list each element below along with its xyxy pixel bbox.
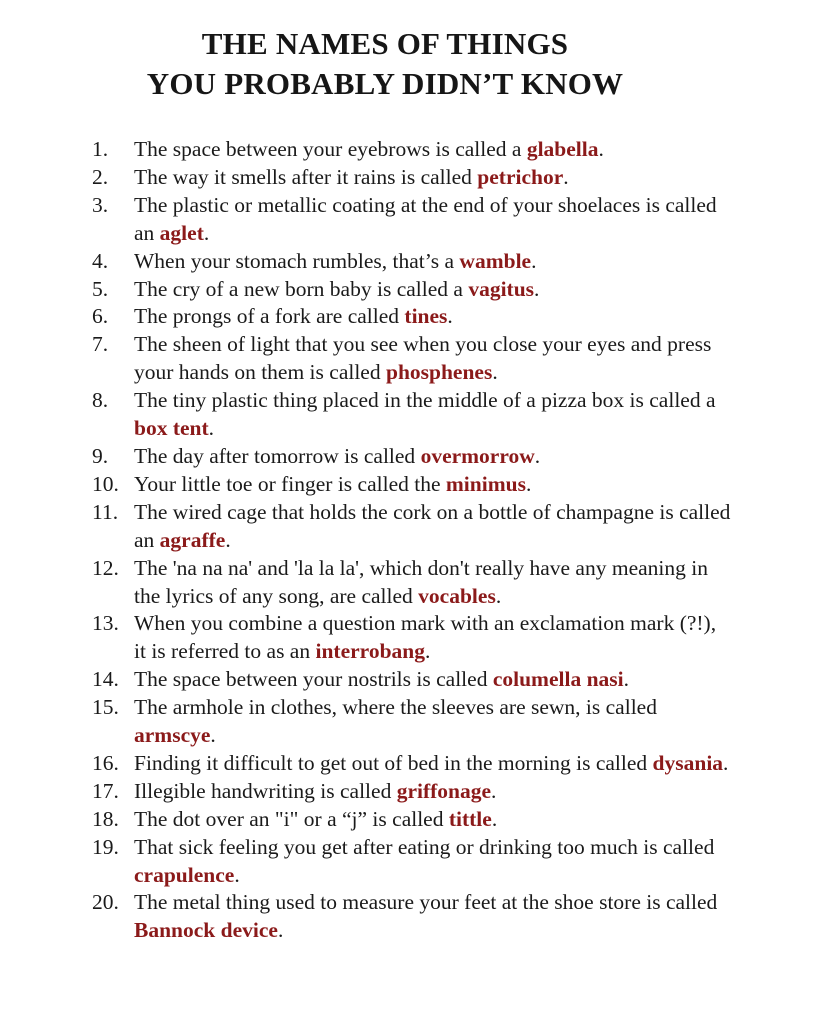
- item-description: Finding it difficult to get out of bed in the morning is called: [134, 750, 653, 775]
- item-number: 18.: [92, 806, 119, 831]
- item-description: The sheen of light that you see when you close your eyes and press your hands on them is called: [134, 332, 712, 385]
- list-item: [92, 610, 732, 666]
- item-term: tittle: [448, 806, 492, 831]
- item-text: [134, 750, 732, 778]
- list-item: [92, 303, 732, 331]
- item-text: [134, 276, 732, 304]
- item-number: 13.: [92, 611, 119, 636]
- item-end-punctuation: .: [492, 360, 498, 385]
- item-number: 11.: [92, 499, 119, 524]
- item-number: 9.: [92, 443, 109, 468]
- page-title: [0, 24, 770, 104]
- list-item: [92, 331, 732, 387]
- item-description: The space between your nostrils is called: [134, 667, 493, 692]
- list-item: [92, 778, 732, 806]
- item-end-punctuation: .: [525, 471, 532, 496]
- list-item: [92, 666, 732, 694]
- item-end-punctuation: .: [208, 416, 215, 441]
- item-description: When your stomach rumbles, that’s a: [134, 248, 460, 273]
- list-item: [92, 750, 732, 778]
- item-number: 20.: [92, 890, 119, 915]
- item-text: [134, 331, 732, 387]
- list-item: [92, 694, 732, 750]
- item-term: interrobang: [315, 639, 425, 664]
- item-term: vagitus: [468, 276, 535, 301]
- item-text: [134, 499, 732, 555]
- list-item: [92, 806, 732, 834]
- list-item: [92, 164, 732, 192]
- item-number: 3.: [92, 192, 109, 217]
- item-end-punctuation: .: [491, 806, 498, 831]
- item-text: [134, 834, 732, 890]
- item-text: [134, 889, 732, 945]
- item-number: 8.: [92, 388, 109, 413]
- item-description: The dot over an "i" or a “j” is called: [134, 806, 449, 831]
- title-line-2: YOU PROBABLY DIDN’T KNOW: [146, 66, 624, 101]
- item-term: box tent: [134, 416, 209, 441]
- item-text: [134, 806, 732, 834]
- item-description: The metal thing used to measure your feet at the shoe store is called: [134, 890, 718, 915]
- title-line-1: THE NAMES OF THINGS: [201, 26, 569, 61]
- item-end-punctuation: .: [424, 639, 431, 664]
- item-number: 2.: [92, 164, 109, 189]
- item-text: [134, 387, 732, 443]
- item-description: That sick feeling you get after eating or drinking too much is called: [134, 834, 715, 859]
- item-term: tines: [404, 304, 448, 329]
- item-number: 15.: [92, 695, 119, 720]
- item-term: wamble: [459, 248, 532, 273]
- item-end-punctuation: .: [723, 750, 729, 775]
- item-number: 19.: [92, 834, 119, 859]
- list-item: [92, 499, 732, 555]
- item-text: [134, 443, 732, 471]
- list-item: [92, 276, 732, 304]
- item-description: The wired cage that holds the cork on a bottle of champagne is called an: [134, 499, 731, 552]
- item-term: griffonage: [396, 778, 492, 803]
- item-end-punctuation: .: [495, 583, 502, 608]
- item-end-punctuation: .: [531, 248, 537, 273]
- item-description: The tiny plastic thing placed in the middle of a pizza box is called a: [134, 388, 716, 413]
- item-description: The day after tomorrow is called: [134, 443, 421, 468]
- item-end-punctuation: .: [203, 220, 210, 245]
- item-term: minimus: [445, 471, 526, 496]
- item-end-punctuation: .: [225, 527, 231, 552]
- list-item: [92, 192, 732, 248]
- item-number: 6.: [92, 304, 109, 329]
- list-item: [92, 889, 732, 945]
- item-description: The way it smells after it rains is called: [134, 164, 478, 189]
- item-term: armscye: [134, 723, 211, 748]
- list-item: [92, 387, 732, 443]
- item-text: [134, 778, 732, 806]
- item-text: [134, 610, 732, 666]
- item-number: 14.: [92, 667, 119, 692]
- item-end-punctuation: .: [210, 723, 216, 748]
- list-item: [92, 136, 732, 164]
- item-term: Bannock device: [134, 918, 278, 943]
- item-term: vocables: [418, 583, 496, 608]
- item-term: dysania: [652, 750, 724, 775]
- item-text: [134, 192, 732, 248]
- item-text: [134, 164, 732, 192]
- item-end-punctuation: .: [277, 918, 284, 943]
- item-end-punctuation: .: [534, 443, 541, 468]
- item-description: The cry of a new born baby is called a: [134, 276, 469, 301]
- item-text: [134, 136, 732, 164]
- item-term: phosphenes: [385, 360, 493, 385]
- item-text: [134, 248, 732, 276]
- item-text: [134, 555, 732, 611]
- item-term: crapulence: [134, 862, 235, 887]
- item-term: glabella: [526, 137, 599, 161]
- item-number: 10.: [92, 471, 119, 496]
- list-item: [92, 443, 732, 471]
- item-number: 7.: [92, 332, 109, 357]
- item-end-punctuation: .: [491, 778, 497, 803]
- item-end-punctuation: .: [447, 304, 453, 329]
- item-text: [134, 303, 732, 331]
- item-description: Illegible handwriting is called: [134, 778, 397, 803]
- item-text: [134, 666, 732, 694]
- item-description: The armhole in clothes, where the sleeves are sewn, is called: [134, 695, 657, 720]
- item-end-punctuation: .: [598, 137, 604, 161]
- item-number: 5.: [92, 276, 109, 301]
- item-text: [134, 471, 732, 499]
- list-item: [92, 834, 732, 890]
- terms-list: [92, 136, 732, 945]
- item-end-punctuation: .: [623, 667, 629, 692]
- item-number: 4.: [92, 248, 109, 273]
- list-item: [92, 248, 732, 276]
- item-description: The space between your eyebrows is called a: [134, 137, 527, 161]
- item-number: 17.: [92, 778, 119, 803]
- item-description: When you combine a question mark with an exclamation mark (?!), it is referred to as an: [134, 611, 717, 664]
- item-term: petrichor: [477, 164, 564, 189]
- item-number: 16.: [92, 750, 119, 775]
- item-description: The 'na na na' and 'la la la', which don't really have any meaning in the lyrics of any song, are called: [134, 555, 708, 608]
- item-end-punctuation: .: [234, 862, 240, 887]
- item-description: The prongs of a fork are called: [134, 304, 405, 329]
- item-term: aglet: [159, 220, 204, 245]
- item-description: The plastic or metallic coating at the end of your shoelaces is called an: [134, 192, 717, 245]
- item-text: [134, 694, 732, 750]
- item-term: overmorrow: [420, 443, 535, 468]
- item-end-punctuation: .: [534, 276, 540, 301]
- item-term: agraffe: [159, 527, 226, 552]
- item-end-punctuation: .: [563, 164, 569, 189]
- list-item: [92, 555, 732, 611]
- item-number: 12.: [92, 555, 119, 580]
- item-term: columella nasi: [492, 667, 624, 692]
- list-item: [92, 471, 732, 499]
- item-description: Your little toe or finger is called the: [134, 471, 446, 496]
- item-number: 1.: [92, 137, 109, 161]
